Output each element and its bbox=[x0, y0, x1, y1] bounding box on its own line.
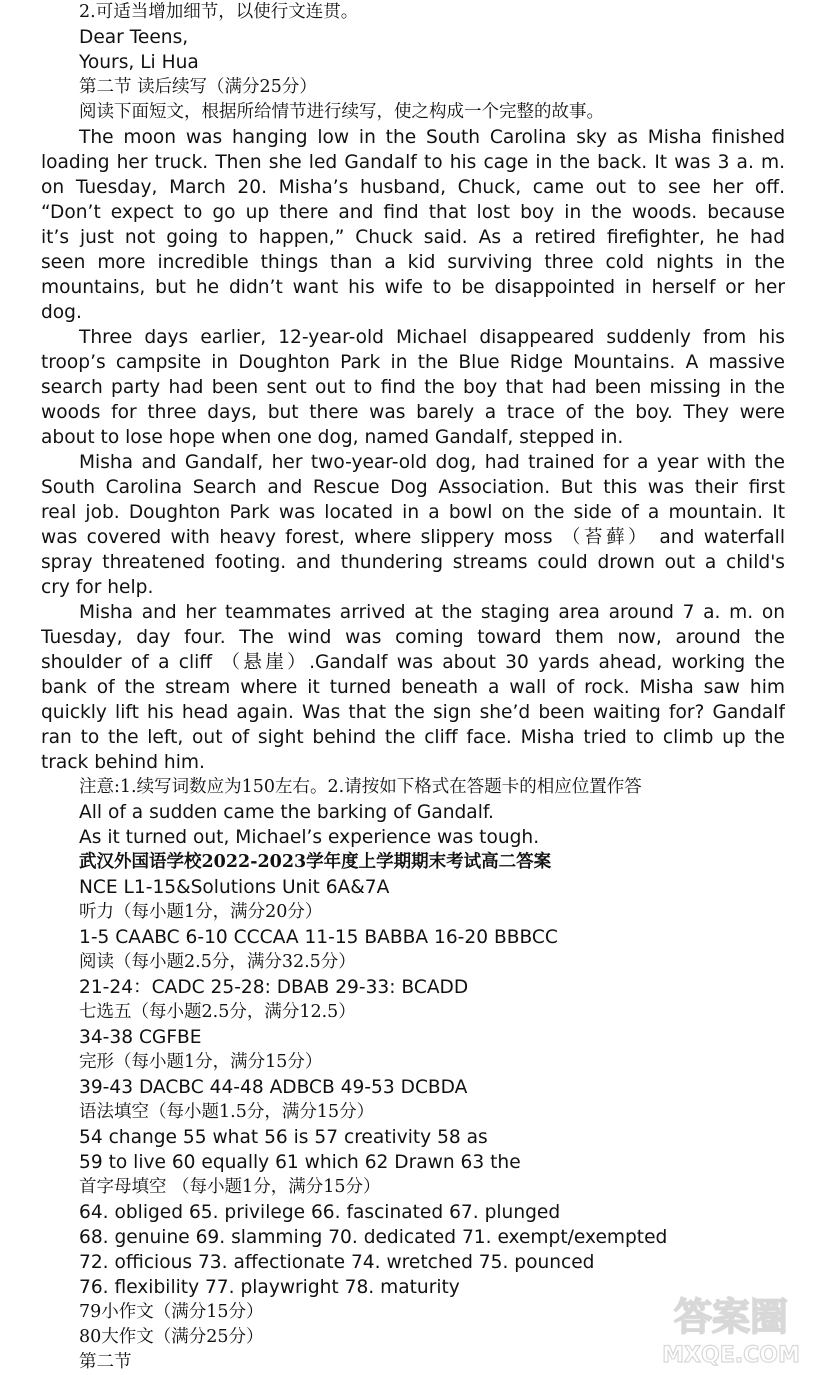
text-line: dog. bbox=[41, 302, 82, 323]
text-line: spray threatened footing. and thundering streams could drown out a child's bbox=[41, 552, 785, 573]
text-line: 阅读（每小题2.5分，满分32.5分） bbox=[79, 952, 356, 972]
text-line: search party had been sent out to find the boy that had been missing in the bbox=[41, 377, 785, 398]
text-line: on Tuesday, March 20. Misha’s husband, Chuck, came out to see her off. bbox=[41, 177, 785, 198]
text-line: 64. obliged 65. privilege 66. fascinated 67. plunged bbox=[79, 1202, 561, 1223]
text-line: 第二节 bbox=[79, 1352, 132, 1372]
text-line: 54 change 55 what 56 is 57 creativity 58 as bbox=[79, 1127, 488, 1148]
text-line: Tuesday, day four. The wind was coming toward them now, around the bbox=[41, 627, 785, 648]
text-line: shoulder of a cliff （悬崖）.Gandalf was about 30 yards ahead, working the bbox=[41, 652, 785, 673]
text-line: about to lose hope when one dog, named Gandalf, stepped in. bbox=[41, 427, 624, 448]
text-line: 听力（每小题1分，满分20分） bbox=[79, 902, 323, 922]
watermark-logo-text: 答案圈 bbox=[673, 1294, 789, 1339]
document-page bbox=[41, 0, 785, 1375]
text-line: 完形（每小题1分，满分15分） bbox=[79, 1052, 323, 1072]
text-line: Misha and her teammates arrived at the staging area around 7 a. m. on bbox=[79, 602, 785, 623]
text-line: 21-24：CADC 25-28: DBAB 29-33: BCADD bbox=[79, 977, 469, 998]
text-line: 第二节 读后续写（满分25分） bbox=[79, 77, 317, 97]
text-line: 68. genuine 69. slamming 70. dedicated 71. exempt/exempted bbox=[79, 1227, 668, 1248]
text-line: woods for three days, but there was barely a trace of the boy. They were bbox=[41, 402, 785, 423]
text-line: 注意:1.续写词数应为150左右。2.请按如下格式在答题卡的相应位置作答 bbox=[79, 777, 642, 797]
text-line: 首字母填空 （每小题1分，满分15分） bbox=[79, 1177, 381, 1197]
text-line: 39-43 DACBC 44-48 ADBCB 49-53 DCBDA bbox=[79, 1077, 468, 1098]
text-line: ran to the left, out of sight behind the cliff face. Misha tried to climb up the bbox=[41, 727, 785, 748]
text-line: cry for help. bbox=[41, 577, 154, 598]
text-line: As it turned out, Michael’s experience was tough. bbox=[79, 827, 540, 848]
text-line: 语法填空（每小题1.5分，满分15分） bbox=[79, 1102, 375, 1122]
text-line: South Carolina Search and Rescue Dog Association. But this was their first bbox=[41, 477, 785, 498]
text-line: real job. Doughton Park was located in a bowl on the side of a mountain. It bbox=[41, 502, 785, 523]
text-line: Yours, Li Hua bbox=[79, 52, 199, 73]
text-line: 2.可适当增加细节，以使行文连贯。 bbox=[79, 2, 359, 22]
text-line: All of a sudden came the barking of Gandalf. bbox=[79, 802, 494, 823]
text-line: 76. flexibility 77. playwright 78. maturity bbox=[79, 1277, 460, 1298]
text-line: mountains, but he didn’t want his wife to be disappointed in herself or her bbox=[41, 277, 785, 298]
text-line: bank of the stream where it turned beneath a wall of rock. Misha saw him bbox=[41, 677, 785, 698]
watermark-logo bbox=[646, 1288, 816, 1368]
text-line: 34-38 CGFBE bbox=[79, 1027, 202, 1048]
text-line: 1-5 CAABC 6-10 CCCAA 11-15 BABBA 16-20 BBBCC bbox=[79, 927, 558, 948]
text-line: 72. officious 73. affectionate 74. wretched 75. pounced bbox=[79, 1252, 595, 1273]
text-line: 武汉外国语学校2022-2023学年度上学期期末考试高二答案 bbox=[79, 852, 552, 872]
text-line: troop’s campsite in Doughton Park in the Blue Ridge Mountains. A massive bbox=[41, 352, 785, 373]
text-line: 阅读下面短文，根据所给情节进行续写，使之构成一个完整的故事。 bbox=[79, 102, 604, 122]
text-line: was covered with heavy forest, where slippery moss （苔藓） and waterfall bbox=[41, 527, 785, 548]
text-line: 七选五（每小题2.5分，满分12.5） bbox=[79, 1002, 356, 1022]
text-line: quickly lift his head again. Was that the sign she’d been waiting for? Gandalf bbox=[41, 702, 785, 723]
text-line: Misha and Gandalf, her two-year-old dog, had trained for a year with the bbox=[79, 452, 785, 473]
text-line: Three days earlier, 12-year-old Michael disappeared suddenly from his bbox=[79, 327, 785, 348]
text-line: Dear Teens, bbox=[79, 27, 189, 48]
text-line: The moon was hanging low in the South Carolina sky as Misha finished bbox=[79, 127, 785, 148]
text-line: track behind him. bbox=[41, 752, 205, 773]
text-line: loading her truck. Then she led Gandalf to his cage in the back. It was 3 a. m. bbox=[41, 152, 785, 173]
text-line: 79小作文（满分15分） bbox=[79, 1302, 264, 1322]
text-line: NCE L1-15&Solutions Unit 6A&7A bbox=[79, 877, 390, 898]
text-line: seen more incredible things than a kid surviving three cold nights in the bbox=[41, 252, 785, 273]
text-line: 59 to live 60 equally 61 which 62 Drawn 63 the bbox=[79, 1152, 521, 1173]
text-line: 80大作文（满分25分） bbox=[79, 1327, 264, 1347]
watermark-domain-text: MXQE.COM bbox=[662, 1343, 800, 1368]
text-line: it’s just not going to happen,” Chuck said. As a retired firefighter, he had bbox=[41, 227, 785, 248]
text-line: “Don’t expect to go up there and find that lost boy in the woods. because bbox=[41, 202, 785, 223]
